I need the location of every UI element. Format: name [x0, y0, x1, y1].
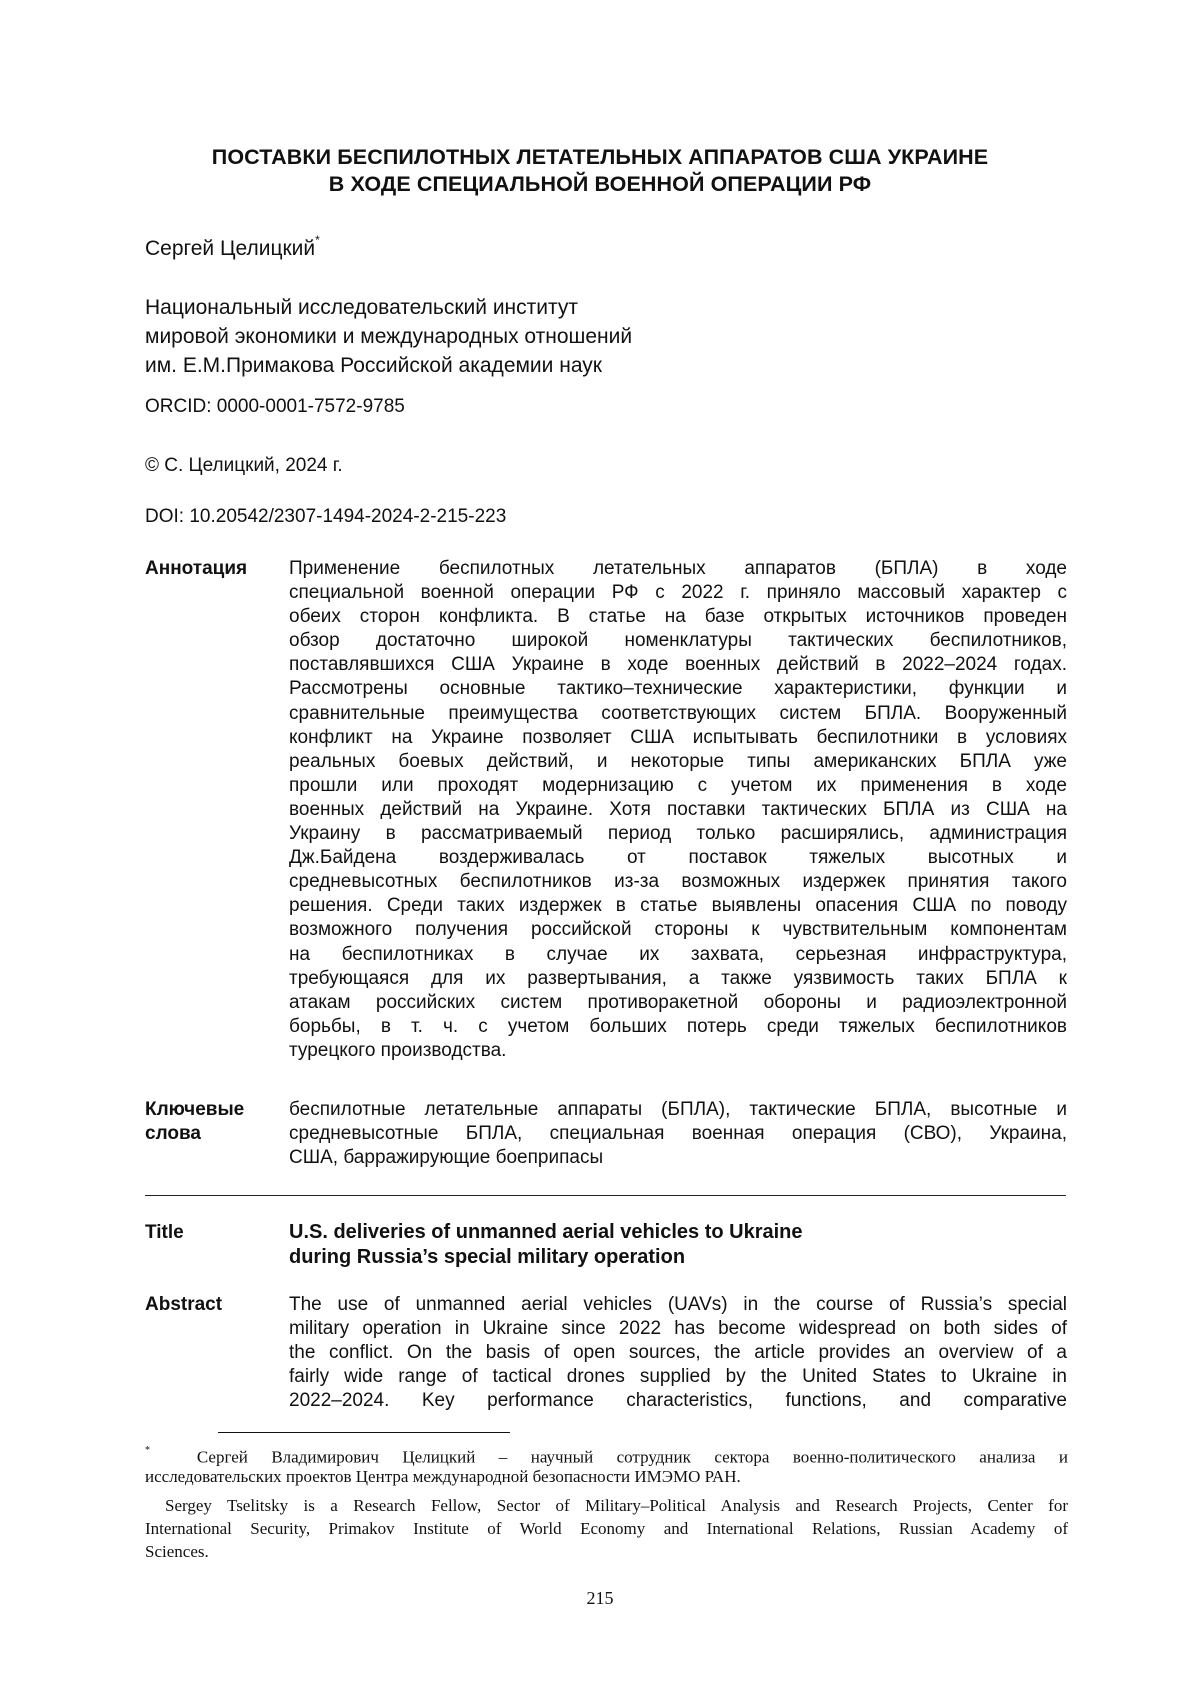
annotation-line: обзор достаточно широкой номенклатуры тактических беспилотников, — [289, 630, 1067, 652]
affiliation-line: Национальный исследовательский институт — [145, 296, 578, 319]
copyright: © С. Целицкий, 2024 г. — [145, 455, 343, 476]
english-abstract-line: military operation in Ukraine since 2022 has become widespread on both sides of — [289, 1318, 1067, 1340]
english-abstract-line: The use of unmanned aerial vehicles (UAVs) in the course of Russia’s special — [289, 1294, 1067, 1315]
article-title-line: ПОСТАВКИ БЕСПИЛОТНЫХ ЛЕТАТЕЛЬНЫХ АППАРАТОВ США УКРАИНЕ — [211, 145, 989, 169]
annotation-line: военных действий на Украине. Хотя поставки тактических БПЛА из США на — [289, 798, 1067, 820]
keywords-line: средневысотные БПЛА, специальная военная операция (СВО), Украина, — [289, 1123, 1067, 1145]
footnote-line: Sciences. — [145, 1542, 209, 1561]
english-abstract-line: 2022–2024. Key performance characteristics, functions, and comparative — [289, 1390, 1067, 1412]
author-name — [145, 233, 320, 261]
author-footnote-mark: * — [315, 233, 320, 247]
keywords-label — [145, 1098, 244, 1146]
annotation-line: на беспилотниках в случае их захвата, серьезная инфраструктура, — [289, 943, 1067, 965]
footnote-en — [145, 1494, 1068, 1563]
keywords-line: США, барражирующие боеприпасы — [289, 1147, 604, 1169]
english-abstract-line: the conflict. On the basis of open sources, the article provides an overview of a — [289, 1342, 1067, 1364]
annotation-line: прошли или проходят модернизацию с учетом их применения в ходе — [289, 774, 1067, 796]
annotation-line: конфликт на Украине позволяет США испытывать беспилотники в условиях — [289, 726, 1067, 748]
annotation-line: турецкого производства. — [289, 1039, 507, 1061]
page-number: 215 — [586, 1588, 614, 1608]
english-title — [289, 1220, 803, 1270]
annotation-line: Применение беспилотных летательных аппаратов (БПЛА) в ходе — [289, 558, 1067, 579]
author-affiliation — [145, 293, 632, 380]
section-divider — [145, 1195, 1066, 1196]
footnote-line: International Security, Primakov Institute of World Economy and International Relations, Russian Academy of — [145, 1519, 1068, 1538]
orcid: ORCID: 0000-0001-7572-9785 — [145, 396, 405, 417]
annotation-line: борьбы, в т. ч. с учетом больших потерь среди тяжелых беспилотников — [289, 1015, 1067, 1037]
annotation-line: обеих сторон конфликта. В статье на базе открытых источников проведен — [289, 606, 1067, 628]
annotation-line: реальных боевых действий, и некоторые типы американских БПЛА уже — [289, 750, 1067, 772]
doi: DOI: 10.20542/2307-1494-2024-2-215-223 — [145, 506, 507, 527]
article-title — [140, 144, 1060, 198]
footnote-line: исследовательских проектов Центра международной безопасности ИМЭМО РАН. — [145, 1467, 741, 1486]
footnote-ru — [145, 1442, 1068, 1488]
annotation-line: Украину в рассматриваемый период только расширялись, администрация — [289, 823, 1067, 845]
keywords-text — [289, 1098, 1067, 1170]
annotation-text — [289, 557, 1067, 1063]
english-title-label: Title — [145, 1222, 184, 1243]
keywords-line: беспилотные летательные аппараты (БПЛА), тактические БПЛА, высотные и — [289, 1099, 1067, 1120]
footnote-line — [145, 1442, 1068, 1465]
annotation-line: решения. Среди таких издержек в статье выявлены опасения США по поводу — [289, 895, 1067, 917]
annotation-line: возможного получения российской стороны к чувствительным компонентам — [289, 919, 1067, 941]
footnote-line: Sergey Tselitsky is a Research Fellow, Sector of Military–Political Analysis and Research Projects, Center for — [165, 1496, 1068, 1515]
affiliation-line: им. Е.М.Примакова Российской академии наук — [145, 354, 602, 377]
annotation-line: сравнительные преимущества соответствующих систем БПЛА. Вооруженный — [289, 702, 1067, 724]
annotation-line: специальной военной операции РФ с 2022 г. приняло массовый характер с — [289, 582, 1067, 604]
english-abstract-line: fairly wide range of tactical drones supplied by the United States to Ukraine in — [289, 1366, 1067, 1388]
english-abstract-text — [289, 1293, 1067, 1413]
annotation-line: поставлявшихся США Украине в ходе военных действий в 2022–2024 годах. — [289, 654, 1067, 676]
footnote-rule — [218, 1432, 510, 1433]
footnote-mark: * — [145, 1445, 150, 1456]
english-abstract-label: Abstract — [145, 1294, 223, 1315]
keywords-label-line: слова — [145, 1123, 201, 1144]
annotation-line: средневысотных беспилотников из-за возможных издержек принятия такого — [289, 871, 1067, 893]
article-title-line: В ХОДЕ СПЕЦИАЛЬНОЙ ВОЕННОЙ ОПЕРАЦИИ РФ — [328, 172, 872, 196]
english-title-line: during Russia’s special military operation — [289, 1246, 686, 1268]
footnote-line-text: Сергей Владимирович Целицкий – научный сотрудник сектора военно-политического анализа и — [196, 1447, 1069, 1467]
affiliation-line: мировой экономики и международных отношений — [145, 325, 633, 348]
annotation-line: требующаяся для их развертывания, а также уязвимость таких БПЛА к — [289, 967, 1067, 989]
annotation-line: атакам российских систем противоракетной обороны и радиоэлектронной — [289, 991, 1067, 1013]
annotation-line: Рассмотрены основные тактико–технические характеристики, функции и — [289, 678, 1067, 700]
english-title-line: U.S. deliveries of unmanned aerial vehicles to Ukraine — [289, 1221, 803, 1243]
keywords-label-line: Ключевые — [145, 1099, 245, 1120]
annotation-label: Аннотация — [145, 558, 248, 579]
author-name-text: Сергей Целицкий — [145, 237, 316, 260]
annotation-line: Дж.Байдена воздерживалась от поставок тяжелых высотных и — [289, 847, 1067, 869]
